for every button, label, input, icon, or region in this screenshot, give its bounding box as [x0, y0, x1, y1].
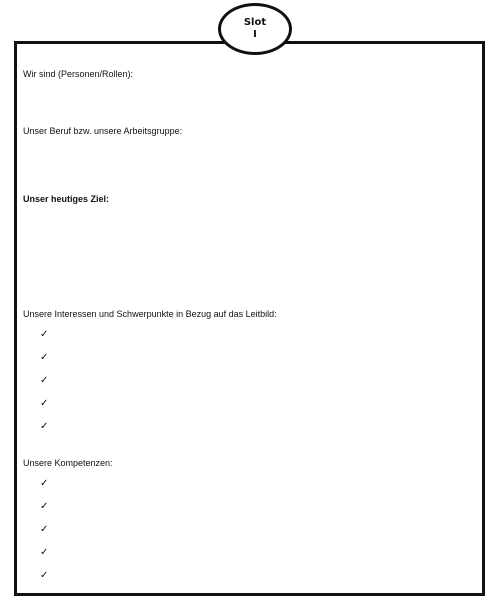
competences-check-3: ✓: [40, 524, 49, 535]
competences-check-2: ✓: [40, 501, 49, 512]
interests-check-5: ✓: [40, 421, 49, 432]
competences-label: Unsere Kompetenzen:: [23, 458, 113, 468]
profession-label: Unser Beruf bzw. unsere Arbeitsgruppe:: [23, 126, 183, 136]
goal-label: Unser heutiges Ziel:: [23, 194, 110, 204]
interests-check-2: ✓: [40, 352, 49, 363]
competences-check-4: ✓: [40, 547, 49, 558]
interests-check-4: ✓: [40, 398, 49, 409]
interests-check-3: ✓: [40, 375, 49, 386]
competences-check-1: ✓: [40, 478, 49, 489]
interests-check-1: ✓: [40, 329, 49, 340]
interests-label: Unsere Interessen und Schwerpunkte in Bezug auf das Leitbild:: [23, 309, 277, 319]
persons-label: Wir sind (Personen/Rollen):: [23, 69, 134, 79]
competences-check-5: ✓: [40, 570, 49, 581]
slot-number: I: [253, 29, 257, 40]
slot-title: Slot: [243, 17, 267, 28]
slot-badge: [218, 3, 292, 55]
